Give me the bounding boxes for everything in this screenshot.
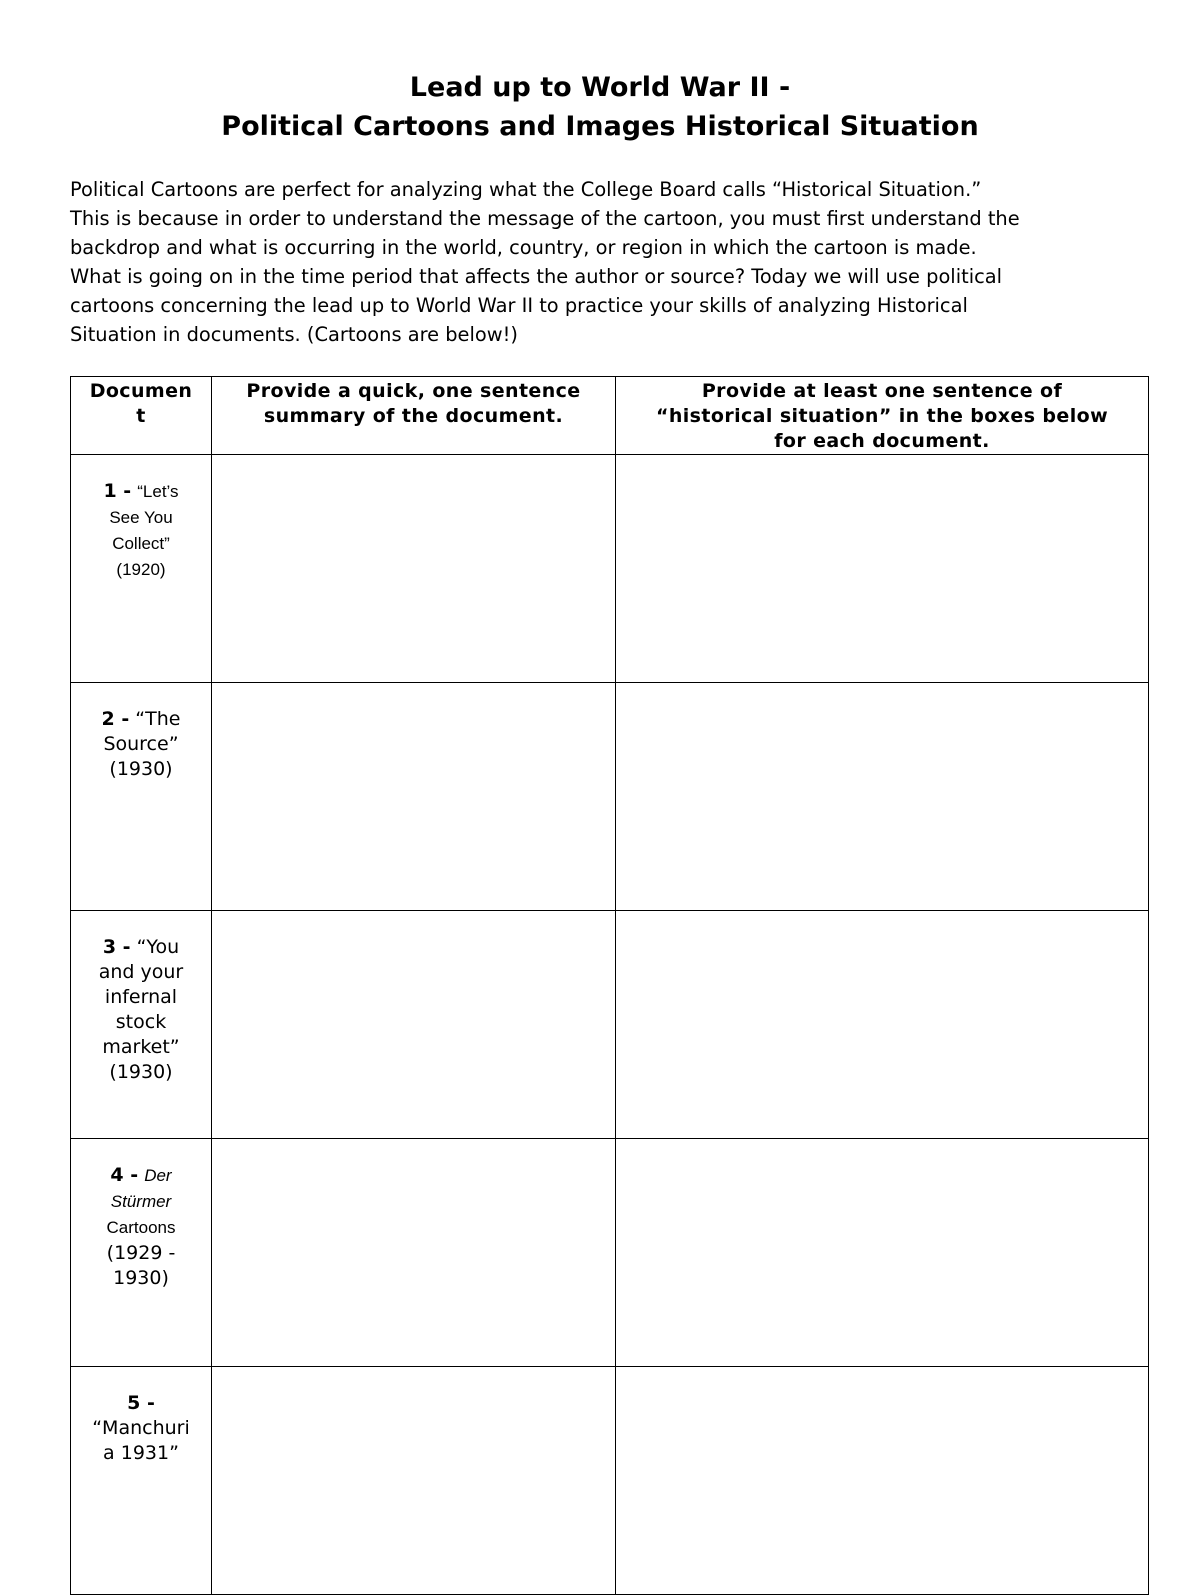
header-summary-line: Provide a quick, one sentence	[246, 380, 581, 402]
document-title-line: “The	[135, 708, 181, 730]
document-title-line: (1929 -	[106, 1242, 176, 1264]
table-row	[71, 1367, 1149, 1595]
situation-answer-2[interactable]	[616, 683, 1149, 911]
document-title-line: Der	[144, 1166, 172, 1185]
document-title-line: “Let’s	[137, 482, 179, 501]
header-situation-line: “historical situation” in the boxes below	[655, 405, 1109, 427]
document-number: 4 -	[110, 1164, 139, 1186]
document-number: 2 -	[101, 708, 130, 730]
document-title-line: stock	[115, 1011, 167, 1033]
header-document	[71, 377, 212, 455]
document-number: 3 -	[102, 936, 131, 958]
situation-answer-4[interactable]	[616, 1139, 1149, 1367]
summary-answer-2[interactable]	[212, 683, 616, 911]
table-row	[71, 455, 1149, 683]
intro-line: What is going on in the time period that affects the author or source? Today we will use political	[70, 265, 1003, 288]
page-title-line-1: Lead up to World War II -	[409, 72, 791, 103]
document-title-line: Cartoons	[106, 1218, 176, 1237]
page-title-line-2: Political Cartoons and Images Historical Situation	[221, 111, 979, 142]
summary-answer-4[interactable]	[212, 1139, 616, 1367]
document-number: 1 -	[103, 480, 132, 502]
document-title-line: (1930)	[109, 758, 173, 780]
header-situation-line: Provide at least one sentence of	[701, 380, 1063, 402]
summary-answer-5[interactable]	[212, 1367, 616, 1595]
document-number: 5 -	[127, 1392, 155, 1414]
document-cell-2	[71, 683, 212, 911]
summary-answer-3[interactable]	[212, 911, 616, 1139]
worksheet-table	[70, 376, 1149, 1595]
header-summary	[212, 377, 616, 455]
document-title-line: infernal	[104, 986, 178, 1008]
header-historical-situation	[616, 377, 1149, 455]
document-title-line: 1930)	[113, 1267, 169, 1289]
intro-line: This is because in order to understand the message of the cartoon, you must first understand the	[70, 207, 1020, 230]
document-title-line: (1930)	[109, 1061, 173, 1083]
table-row	[71, 1139, 1149, 1367]
intro-line: backdrop and what is occurring in the world, country, or region in which the cartoon is made.	[70, 236, 977, 259]
document-title-line: (1920)	[116, 560, 166, 579]
table-row	[71, 683, 1149, 911]
situation-answer-5[interactable]	[616, 1367, 1149, 1595]
document-title-line: market”	[102, 1036, 180, 1058]
document-title-line: “You	[136, 936, 180, 958]
document-title-line: See You	[109, 508, 173, 527]
intro-line: cartoons concerning the lead up to World War II to practice your skills of analyzing Historical	[70, 294, 968, 317]
summary-answer-1[interactable]	[212, 455, 616, 683]
header-summary-line: summary of the document.	[263, 405, 564, 427]
table-row	[71, 911, 1149, 1139]
document-title-line: and your	[98, 961, 184, 983]
document-cell-1	[71, 455, 212, 683]
document-title-line: Stürmer	[110, 1192, 172, 1211]
situation-answer-3[interactable]	[616, 911, 1149, 1139]
header-document-line: Documen	[89, 380, 193, 402]
document-title-line: Source”	[103, 733, 179, 755]
document-cell-4	[71, 1139, 212, 1367]
header-situation-line: for each document.	[774, 430, 990, 452]
intro-line: Situation in documents. (Cartoons are below!)	[70, 323, 518, 346]
document-title-line: Collect”	[112, 534, 170, 553]
header-document-line: t	[136, 405, 146, 427]
table-header-row	[71, 377, 1149, 455]
document-title-line: a 1931”	[103, 1442, 179, 1464]
intro-paragraph	[70, 175, 1150, 349]
situation-answer-1[interactable]	[616, 455, 1149, 683]
intro-line: Political Cartoons are perfect for analyzing what the College Board calls “Historical Situation.”	[70, 178, 982, 201]
document-cell-5	[71, 1367, 212, 1595]
document-cell-3	[71, 911, 212, 1139]
document-title-line: “Manchuri	[92, 1417, 190, 1439]
